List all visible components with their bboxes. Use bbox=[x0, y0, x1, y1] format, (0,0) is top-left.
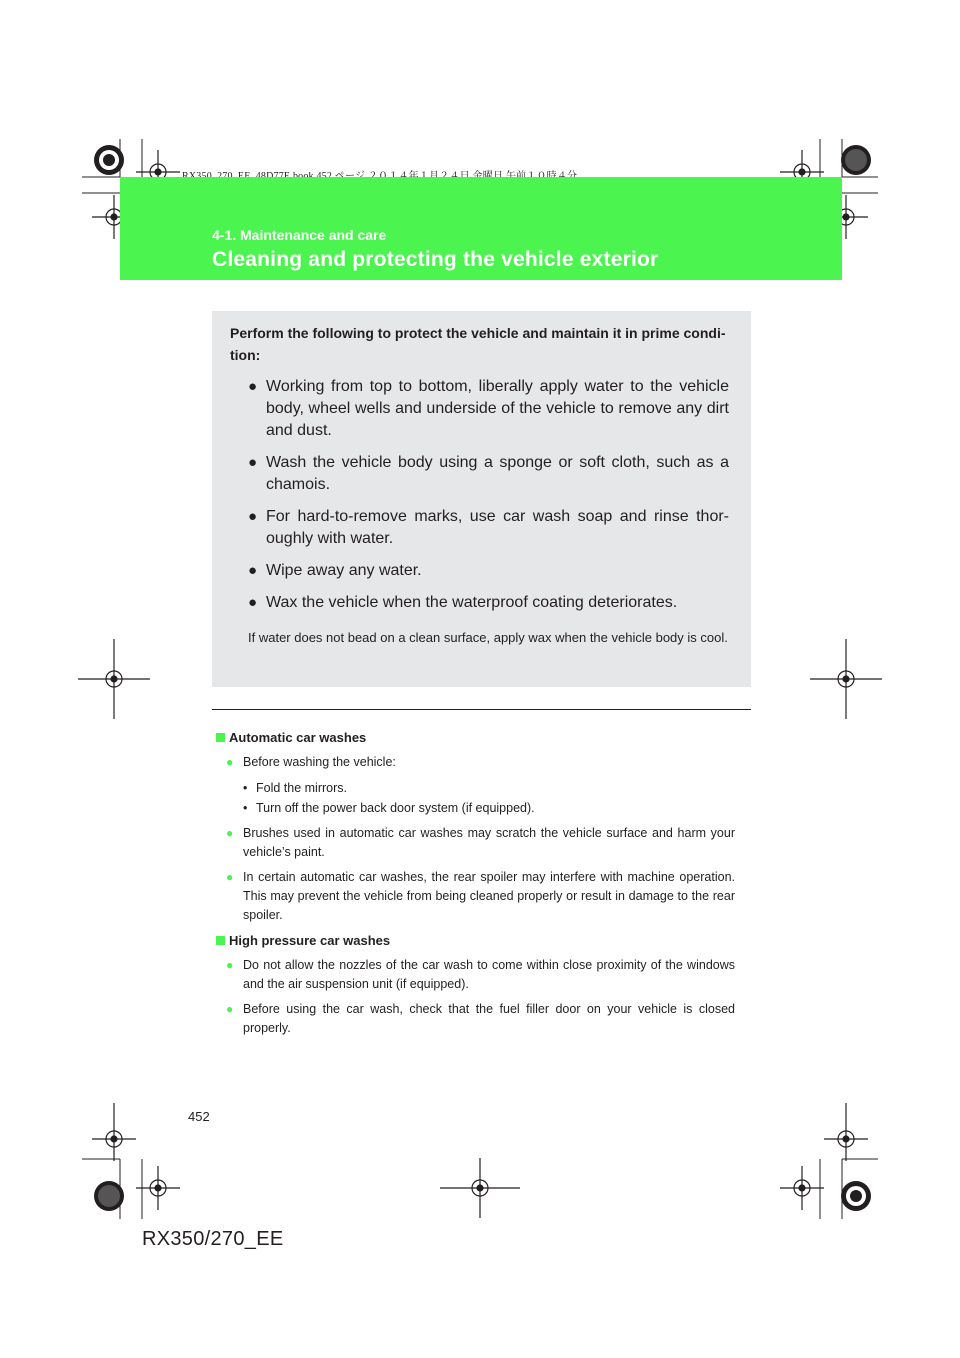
small-bullet-icon: • bbox=[243, 781, 248, 795]
step-item: ● Wax the vehicle when the waterproof coating deteriorates. bbox=[248, 592, 729, 614]
note-item: ● Do not allow the nozzles of the car wash to come within close proximity of the windows and the air suspension unit (if equipped). bbox=[226, 958, 735, 991]
step-item: ● Wash the vehicle body using a sponge or soft cloth, such as a chamois. bbox=[248, 454, 729, 493]
filled-circle-icon: ● bbox=[248, 454, 258, 471]
step-item: ● For hard-to-remove marks, use car wash soap and rinse thor-oughly with water. bbox=[248, 508, 729, 547]
green-circle-icon: ● bbox=[226, 755, 234, 769]
filled-circle-icon: ● bbox=[248, 562, 258, 579]
step-item: ● Working from top to bottom, liberally apply water to the vehicle body, wheel wells and underside of the vehicle to remove any dirt and dust. bbox=[248, 378, 729, 439]
section-number: 4-1. Maintenance and care bbox=[212, 227, 387, 243]
sub-item: • Turn off the power back door system (if equipped). bbox=[243, 798, 735, 818]
section-divider bbox=[212, 709, 751, 710]
intro-box bbox=[212, 311, 751, 687]
filled-circle-icon: ● bbox=[248, 594, 258, 611]
intro-lead: Perform the following to protect the vehicle and maintain it in prime condi-tion: bbox=[230, 325, 726, 363]
note-item: ● In certain automatic car washes, the rear spoiler may interfere with machine operation. This may prevent the vehicle from being cleaned properly or result in damage to the rear spoiler. bbox=[226, 870, 735, 922]
model-code: RX350/270_EE bbox=[142, 1228, 284, 1250]
page-title: Cleaning and protecting the vehicle exterior bbox=[212, 248, 659, 271]
filled-circle-icon: ● bbox=[248, 508, 258, 525]
green-square-icon bbox=[216, 936, 225, 945]
notes-section bbox=[216, 728, 735, 1044]
note-item: ● Before using the car wash, check that the fuel filler door on your vehicle is closed properly. bbox=[226, 1002, 735, 1035]
note-heading: Automatic car washes bbox=[216, 728, 735, 747]
note-heading: High pressure car washes bbox=[216, 931, 735, 950]
green-circle-icon: ● bbox=[226, 826, 234, 840]
header-band bbox=[120, 177, 842, 280]
sub-list bbox=[243, 778, 735, 818]
filled-circle-icon: ● bbox=[248, 378, 258, 395]
step-item: ● Wipe away any water. bbox=[248, 560, 729, 582]
green-square-icon bbox=[216, 733, 225, 742]
small-bullet-icon: • bbox=[243, 801, 248, 815]
sub-item: • Fold the mirrors. bbox=[243, 778, 735, 798]
intro-note: If water does not bead on a clean surface, apply wax when the vehicle body is cool. bbox=[248, 630, 728, 645]
note-item: ● Before washing the vehicle: bbox=[226, 753, 735, 772]
green-circle-icon: ● bbox=[226, 1002, 234, 1016]
page-number: 452 bbox=[188, 1109, 210, 1124]
note-item: ● Brushes used in automatic car washes may scratch the vehicle surface and harm your vehicle’s paint. bbox=[226, 826, 735, 859]
green-circle-icon: ● bbox=[226, 958, 234, 972]
green-circle-icon: ● bbox=[226, 870, 234, 884]
